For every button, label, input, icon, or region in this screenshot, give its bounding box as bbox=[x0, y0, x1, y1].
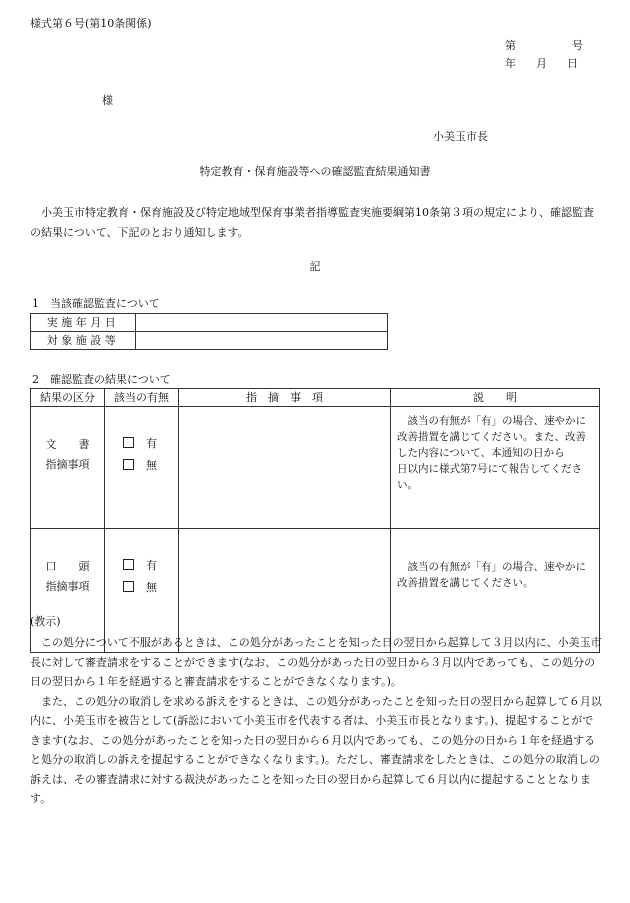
issue-date bbox=[505, 56, 578, 71]
facility-value bbox=[136, 332, 388, 350]
audit-info-table bbox=[30, 313, 388, 350]
header-explanation: 説 明 bbox=[391, 389, 600, 407]
notice-heading: (教示) bbox=[30, 615, 61, 628]
header-category: 結果の区分 bbox=[31, 389, 105, 407]
doc-number-prefix: 第 bbox=[505, 39, 516, 52]
document-title: 特定教育・保育施設等への確認監査結果通知書 bbox=[199, 165, 431, 178]
doc-number-suffix: 号 bbox=[572, 39, 583, 52]
table-row bbox=[31, 332, 388, 350]
date-year: 年 bbox=[505, 57, 516, 70]
notice-paragraph-2: また、この処分の取消しを求める訴えをするときは、この処分があったことを知った日の翌日から起算して６月以内に、小美玉市を被告として(訴訟において小美玉市を代表する者は、小美玉市長となります。)、提起することができます(なお、この処分があったことを知った日の翌日から６月以内であっても、この処分の日から１年を経過すると処分の取消しの訴えを提起することができなくなります。)。ただし、審査請求をしたときは、この処分の取消しの訴えは、その審査請求に対する裁決があったことを知った日の翌日から起算して６月以内に提起することとなります。 bbox=[30, 694, 602, 805]
findings-cell bbox=[179, 407, 391, 529]
table-row bbox=[31, 314, 388, 332]
category-line1: 口 頭 bbox=[45, 560, 90, 573]
section1-heading: 1 当該確認監査について bbox=[32, 297, 160, 310]
presence-cell bbox=[105, 407, 179, 529]
facility-label: 対象施設等 bbox=[31, 332, 136, 350]
category-line2: 指摘事項 bbox=[45, 580, 90, 593]
notice-paragraph-1: この処分について不服があるときは、この処分があったことを知った日の翌日から起算して３月以内に、小美玉市長に対して審査請求をすることができます(なお、この処分があった日の翌日から３月以内であっても、この処分の日の翌日から１年を経過すると審査請求をすることができなくなります。)。 bbox=[30, 636, 602, 688]
audit-result-table bbox=[30, 388, 600, 653]
table-row bbox=[31, 407, 600, 529]
category-line2: 指摘事項 bbox=[45, 458, 90, 471]
ki-label: 記 bbox=[309, 260, 321, 273]
document-number bbox=[505, 38, 583, 53]
explanation-cell bbox=[391, 407, 600, 529]
checkbox-no[interactable] bbox=[123, 581, 134, 592]
explanation-text: 該当の有無が「有」の場合、速やかに改善措置を講じてください。また、改善した内容について、本通知の日から 日以内に様式第7号にて報告してください。 bbox=[397, 415, 586, 491]
category-line1: 文 書 bbox=[45, 438, 90, 451]
intro-paragraph: 小美玉市特定教育・保育施設及び特定地域型保育事業者指導監査実施要綱第10条第３項の規定により、確認監査の結果について、下記のとおり通知します。 bbox=[30, 206, 594, 239]
notice-body bbox=[30, 633, 602, 809]
explanation-text: 該当の有無が「有」の場合、速やかに改善措置を講じてください。 bbox=[397, 561, 586, 589]
date-month: 月 bbox=[536, 57, 547, 70]
date-day: 日 bbox=[567, 57, 578, 70]
issuer: 小美玉市長 bbox=[433, 130, 488, 143]
label-yes: 有 bbox=[146, 559, 157, 572]
label-yes: 有 bbox=[146, 437, 157, 450]
section2-heading: 2 確認監査の結果について bbox=[32, 373, 171, 386]
form-number: 様式第６号(第10条関係) bbox=[30, 17, 152, 30]
addressee: 様 bbox=[102, 94, 113, 107]
category-cell bbox=[31, 407, 105, 529]
table-header-row bbox=[31, 389, 600, 407]
checkbox-no[interactable] bbox=[123, 459, 134, 470]
header-presence: 該当の有無 bbox=[105, 389, 179, 407]
label-no: 無 bbox=[146, 581, 157, 594]
label-no: 無 bbox=[146, 459, 157, 472]
audit-date-label: 実施年月日 bbox=[31, 314, 136, 332]
audit-date-value bbox=[136, 314, 388, 332]
checkbox-yes[interactable] bbox=[123, 437, 134, 448]
header-findings: 指 摘 事 項 bbox=[179, 389, 391, 407]
checkbox-yes[interactable] bbox=[123, 559, 134, 570]
